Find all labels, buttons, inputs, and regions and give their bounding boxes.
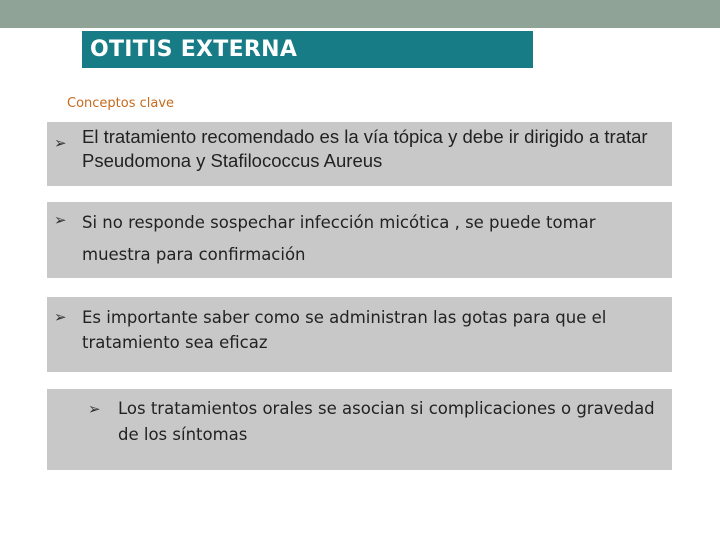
arrow-bullet-icon: ➢ (88, 400, 101, 418)
bullet-card (47, 202, 672, 278)
bullet-text: Si no responde sospechar infección micótica , se puede tomar muestra para confirmación (82, 213, 596, 264)
bullet-text: Es importante saber como se administran las gotas para que el tratamiento sea eficaz (82, 308, 607, 352)
bullet-text: El tratamiento recomendado es la vía tópica y debe ir dirigido a tratar Pseudomona y Stafilococcus Aureus (82, 126, 648, 171)
bullet-text: Los tratamientos orales se asocian si complicaciones o gravedad de los síntomas (118, 399, 655, 444)
arrow-bullet-icon: ➢ (54, 211, 67, 229)
arrow-bullet-icon: ➢ (54, 134, 67, 152)
bullet-card (47, 297, 672, 372)
top-bar (0, 0, 720, 28)
bullet-card (47, 389, 672, 470)
slide-subtitle: Conceptos clave (67, 96, 175, 111)
slide-title: OTITIS EXTERNA (82, 31, 533, 68)
arrow-bullet-icon: ➢ (54, 308, 67, 326)
bullet-card (47, 122, 672, 186)
